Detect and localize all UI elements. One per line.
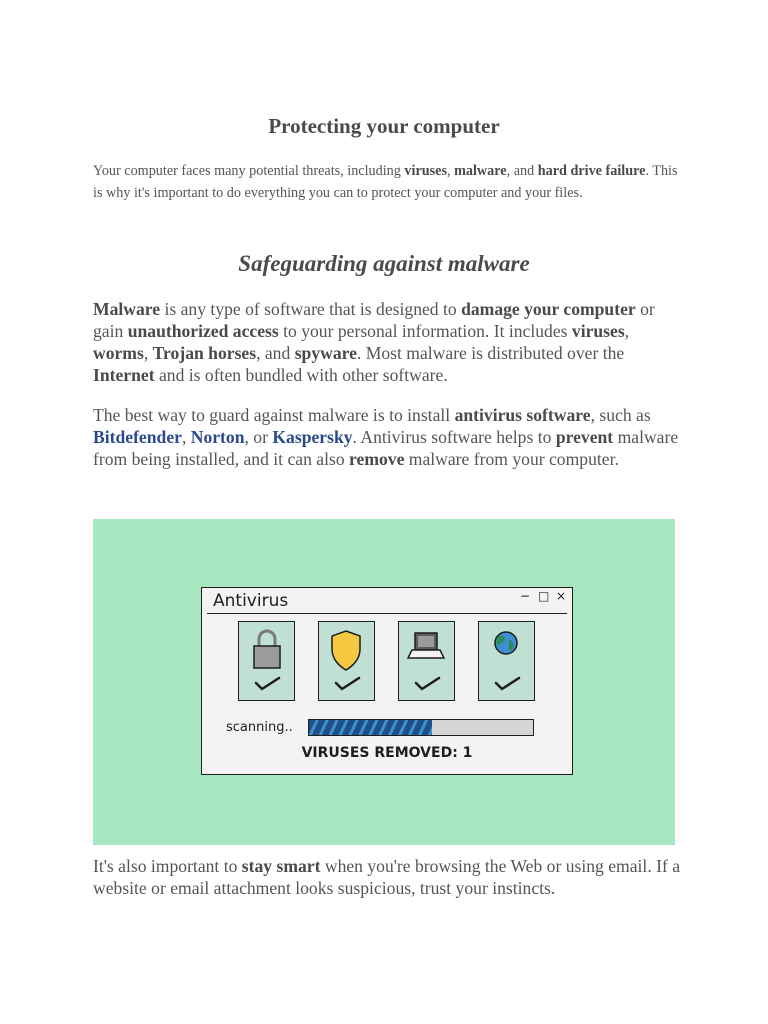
shield-tile: [318, 621, 375, 701]
term-viruses: viruses: [571, 321, 625, 341]
norton-link[interactable]: Norton: [190, 427, 245, 447]
intro-paragraph: Your computer faces many potential threats, including viruses, malware, and hard drive failure. This is why it's important to do everything you can to protect your computer and your files.: [93, 163, 678, 201]
term-damage: damage your computer: [461, 299, 636, 319]
lock-tile: [238, 621, 295, 701]
bitdefender-link[interactable]: Bitdefender: [93, 427, 182, 447]
minimize-icon: −: [520, 589, 531, 603]
page-title: Protecting your computer: [268, 114, 500, 138]
globe-tile: [478, 621, 535, 701]
globe-icon: [479, 622, 533, 699]
scan-progress-bar: [308, 719, 534, 736]
laptop-tile: [398, 621, 455, 701]
term-worms: worms: [93, 343, 144, 363]
viruses-removed-label: VIRUSES REMOVED: 1: [301, 745, 473, 761]
shield-icon: [319, 622, 373, 699]
term-internet: Internet: [93, 365, 155, 385]
term-stay-smart: stay smart: [241, 856, 321, 876]
scanning-label: scanning..: [226, 720, 293, 735]
term-remove: remove: [349, 449, 405, 469]
term-trojan-horses: Trojan horses: [152, 343, 257, 363]
window-title: Antivirus: [213, 591, 289, 611]
laptop-icon: [399, 622, 453, 699]
antivirus-window: [201, 587, 573, 775]
stay-smart-paragraph: It's also important to stay smart when you're browsing the Web or using email. If a website or email attachment looks suspicious, trust your instincts.: [93, 856, 681, 898]
term-antivirus-software: antivirus software: [454, 405, 591, 425]
close-icon: ×: [556, 589, 567, 603]
term-spyware: spyware: [294, 343, 357, 363]
scan-progress-fill: [309, 720, 432, 735]
antivirus-paragraph: The best way to guard against malware is to install antivirus software, such as Bitdefender, Norton, or Kaspersky. Antivirus software helps to prevent malware from being installed, and it can also remove malware from your computer.: [93, 405, 679, 469]
maximize-icon: □: [538, 589, 550, 603]
title-divider: [207, 613, 567, 614]
section-heading: Safeguarding against malware: [238, 251, 530, 276]
term-malware: malware: [454, 163, 507, 179]
antivirus-illustration: [93, 519, 675, 845]
kaspersky-link[interactable]: Kaspersky: [272, 427, 353, 447]
term-prevent: prevent: [555, 427, 614, 447]
term-malware: Malware: [93, 299, 161, 319]
term-viruses: viruses: [404, 163, 447, 179]
term-hard-drive-failure: hard drive failure: [537, 163, 646, 179]
term-unauthorized-access: unauthorized access: [127, 321, 279, 341]
lock-icon: [239, 622, 293, 699]
malware-definition-paragraph: Malware is any type of software that is designed to damage your computer or gain unauthorized access to your personal information. It includes viruses, worms, Trojan horses, and spyware. Most malware is distributed over the Internet and is often bundled with other software.: [93, 299, 655, 385]
